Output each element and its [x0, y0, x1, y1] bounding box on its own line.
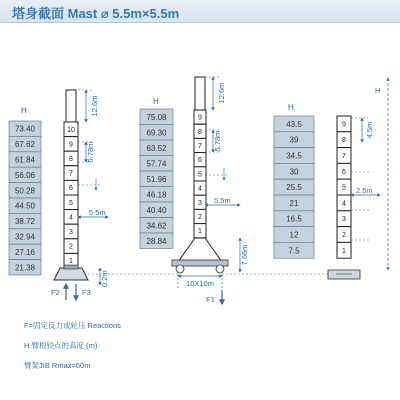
f3-label: F3 — [82, 288, 91, 297]
left-dim-base-label: 0.2m — [100, 270, 109, 287]
left-height-value: 61.84 — [14, 155, 36, 165]
middle-mast-legs — [178, 238, 222, 262]
middle-section-number: 9 — [198, 114, 202, 122]
middle-height-value: 51.96 — [146, 174, 167, 184]
right-section-number: 4 — [342, 200, 346, 208]
middle-section-number: 7 — [198, 143, 202, 150]
middle-height-value: 46.18 — [146, 190, 167, 200]
left-height-value: 50.28 — [14, 186, 36, 196]
middle-section-number: 2 — [198, 214, 202, 221]
middle-height-value: 57.74 — [146, 159, 167, 169]
overall-height-label: H — [375, 86, 381, 95]
right-height-value: 16.5 — [286, 214, 302, 224]
right-section-number: 9 — [342, 121, 346, 129]
left-mast-base-plate — [64, 265, 78, 269]
f2-label: F2 — [51, 288, 60, 297]
right-dim-width-label: 2.5m — [356, 186, 373, 195]
right-height-value: 30 — [289, 167, 299, 177]
right-height-value: 43.5 — [286, 119, 302, 129]
left-height-value: 67.62 — [14, 140, 36, 150]
right-section-number: 6 — [342, 168, 346, 176]
right-height-column — [274, 116, 314, 258]
left-section-number: 3 — [69, 229, 73, 236]
middle-height-value: 28.84 — [146, 236, 167, 246]
left-height-value: 44.50 — [14, 201, 36, 211]
right-section-number: 3 — [342, 216, 346, 224]
middle-section-number: 3 — [198, 199, 202, 207]
right-h-label: H — [288, 103, 294, 112]
note-height: H 臂根铰点的高度 (m) — [24, 341, 98, 350]
middle-section-number: 6 — [198, 157, 202, 165]
left-section-number: 1 — [69, 258, 73, 266]
middle-mast-sections — [194, 110, 206, 238]
left-section-number: 9 — [69, 141, 73, 149]
left-section-number: 8 — [69, 156, 73, 163]
right-section-number: 2 — [342, 232, 346, 239]
middle-section-number: 5 — [198, 171, 202, 179]
right-section-number: 1 — [342, 247, 346, 255]
left-section-number: 4 — [69, 214, 73, 222]
right-section-number: 5 — [342, 184, 346, 192]
left-height-value: 56.06 — [14, 170, 36, 180]
left-mast-base — [54, 268, 88, 280]
middle-section-number: 1 — [198, 228, 202, 236]
left-height-value: 32.94 — [14, 232, 36, 242]
right-section-number: 8 — [342, 137, 346, 145]
middle-height-value: 34.62 — [146, 221, 167, 231]
left-mast-sections — [64, 122, 78, 268]
middle-dim-base-label: 7.66m — [240, 244, 249, 266]
right-height-value: 39 — [289, 135, 299, 145]
right-height-value: 12 — [289, 230, 299, 240]
middle-height-value: 40.40 — [146, 205, 167, 215]
left-section-number: 5 — [69, 199, 73, 207]
right-mast-sections — [337, 116, 351, 258]
middle-mast-top — [195, 77, 205, 110]
left-dim-section-label: 5.78m — [86, 141, 95, 163]
middle-height-column — [140, 109, 173, 249]
left-h-label: H — [21, 106, 27, 115]
middle-dim-section-label: 5.78m — [213, 130, 222, 152]
note-reactions: F=固定反力或轮压 Reactions — [24, 321, 121, 330]
notes — [24, 320, 384, 380]
right-dim-top-label: 4.5m — [365, 121, 374, 139]
left-mast-top — [66, 90, 76, 122]
page-title: 塔身截面 Mast ⌀ 5.5m×5.5m — [12, 6, 180, 21]
middle-dim-top-label: 12.6m — [217, 82, 226, 104]
right-mast-base — [328, 270, 360, 279]
left-dim-top-label: 12.6m — [90, 95, 99, 117]
middle-height-value: 63.52 — [146, 143, 167, 153]
note-jib: 臂架JIB Rmax=60m — [24, 361, 91, 370]
left-section-number: 6 — [69, 185, 73, 193]
left-dim-width-label: 5.5m — [89, 208, 106, 217]
left-height-value: 27.16 — [14, 247, 36, 257]
middle-wheel-right — [216, 265, 224, 273]
f1-label: F1 — [206, 295, 215, 304]
right-height-value: 21 — [289, 198, 299, 208]
right-height-value: 34.5 — [286, 151, 302, 161]
left-section-number: 10 — [67, 126, 75, 134]
left-height-column — [9, 121, 41, 275]
middle-wheel-left — [176, 265, 184, 273]
right-height-value: 25.5 — [286, 183, 302, 193]
right-height-value: 7.5 — [288, 246, 300, 256]
middle-section-number: 4 — [198, 185, 202, 193]
right-section-number: 7 — [342, 153, 346, 160]
middle-height-value: 75.08 — [146, 112, 167, 122]
left-height-value: 73.40 — [14, 124, 36, 134]
middle-dim-width-label: 5.5m — [214, 196, 231, 205]
middle-h-label: H — [153, 97, 159, 106]
left-height-value: 38.72 — [14, 217, 36, 227]
left-section-number: 7 — [69, 170, 73, 178]
middle-height-value: 69.30 — [146, 128, 167, 138]
left-height-value: 21.38 — [14, 263, 36, 273]
left-section-number: 2 — [69, 243, 73, 251]
middle-section-number: 8 — [198, 128, 202, 136]
middle-dim-foot-label: 10X10m — [186, 279, 214, 288]
